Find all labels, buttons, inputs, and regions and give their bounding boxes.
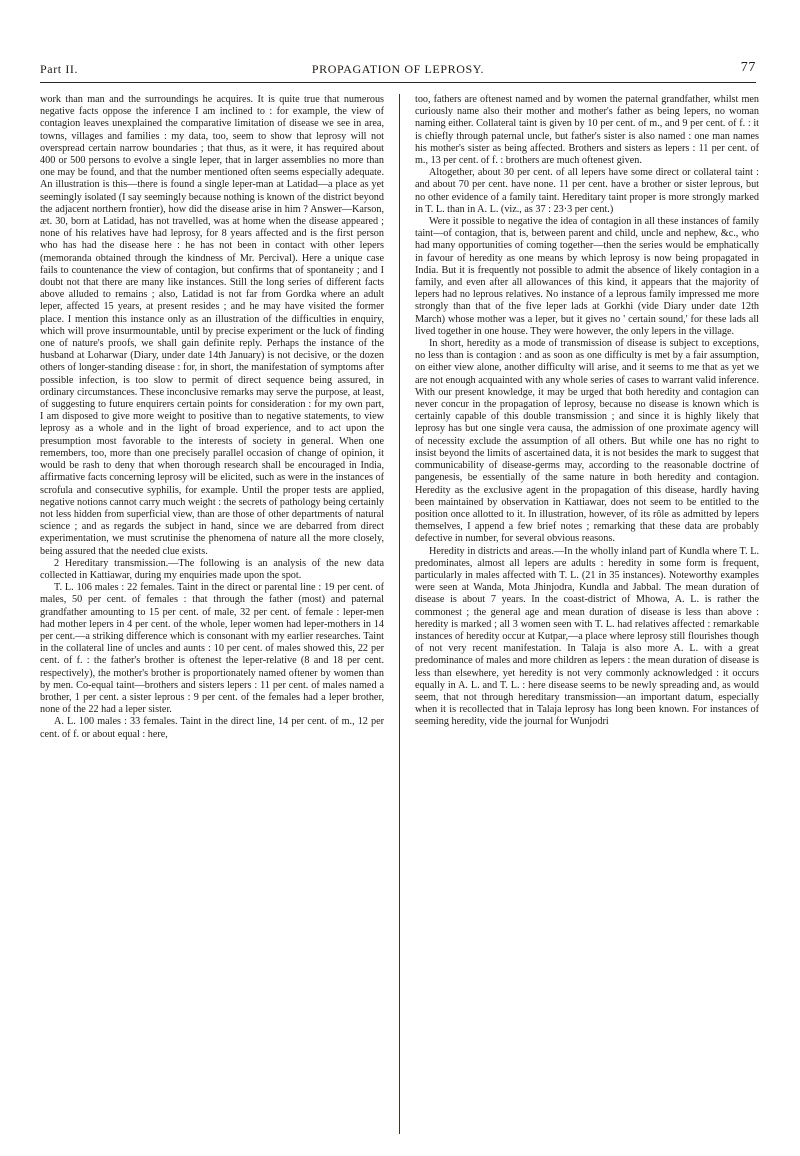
paragraph: work than man and the surroundings he acquires. It is quite true that numerous negative facts oppose the inference I am inclined to : for example, the view of contagion leaves unexplained the comparative limitation of disease we see in area, towns, villages and families : my data, too, seem to show that leprosy will not overspread certain narrow boundaries ; that thus, as it were, it has required about 400 or 500 persons to evolve a single leper, that in larger assemblies no more than one may be found, and that the number mentioned often seems especially adequate. An illustration is this—there is found a single leper-man at Latidad—a place as yet seemingly isolated (I say seemingly because nothing is known of the district beyond the adjacent northern frontier), how did the disease arise in him ? Answer—Karson, æt. 30, born at Latidad, has not travelled, was at home when the disease appeared ; none of his relatives have had leprosy, for 8 years affected and is the first person who has had the disease here : he has not been in contact with other lepers (memoranda obtained through the kindness of Mr. Percival). Here a unique case fails to countenance the view of contagion, but confirms that of spontaneity ; and I doubt not that there are many like instances. Still the long series of different facts above alluded to remains ; also, Latidad is not far from Gordka where an adult leper, affected 15 years, at present resides ; and he may have visited the former place. I mention this instance only as an illustration of the difficulties in enquiry, which will prove insurmountable, until by precise experiment or the luck of finding one of nature's proofs, we shall gain definite reply. Perhaps the instance of the husband at Loharwar (Diary, under date 14th January) is not decisive, or the dozen others of longer-standing disease : for, in short, the manifestation of symptoms after possible infection, is too slow to permit of direct sequence being assured, in ordinary circumstances. These inconclusive remarks may serve the purpose, at least, of suggesting to future enquirers certain points for consideration : for my own part, I am disposed to give more weight to positive than to negative statements, to view leprosy as a whole and in the light of broad experience, and to act upon the presumption most favorable to the interests of society in general. When one remembers, too, more than one precisely parallel occasion of change of opinion, it would be rash to deny that when thorough research shall be encouraged in India, affirmative facts concerning leprosy will be elicited, such as were in the instances of scrofula and consecutive syphilis, for example. Until the proper tests are applied, negative notions cannot carry much weight : the secrets of pathology being certainly not less hidden from superficial view, than are those of other departments of natural science ; and as regards the subject in hand, since we are debarred from direct experimentation, we must scrutinise the phenomena of nature all the more closely, being assured that the needed clue exists. xyxy=(40,94,384,557)
running-header xyxy=(40,62,756,83)
left-column xyxy=(40,94,384,1152)
paragraph: T. L. 106 males : 22 females. Taint in the direct or parental line : 19 per cent. of males, 50 per cent. of females : that through the father (most) and paternal grandfather amounting to 15 per cent. of male, 32 per cent. of female : leper-men had mother lepers in 4 per cent. of the whole, leper women had leper-mothers in 14 per cent.—a striking difference which is consonant with my earlier researches. Taint in the collateral line of uncles and aunts : 10 per cent. of males showed this, 22 per cent. of f. : the father's brother is oftenest the leper-relative (8 and 18 per cent. respectively), the mother's brother is proportionately named oftener by women than by men. Co-equal taint—brothers and sisters lepers : 11 per cent. of males named a brother, 1 per cent. a sister leprous : 9 per cent. of the females had a leper brother, none of the 22 had a leper sister. xyxy=(40,582,384,716)
paragraph: 2 Hereditary transmission.—The following is an analysis of the new data collected in Kattiawar, during my enquiries made upon the spot. xyxy=(40,557,384,581)
part-label: Part II. xyxy=(40,62,79,76)
paragraph: too, fathers are oftenest named and by women the paternal grandfather, whilst men curiously name also their mother and mother's father as being lepers, no woman naming either. Collateral taint is given by 10 per cent. of m., and 9 per cent. of f. : it is chiefly through paternal uncle, but father's sister is also named : one man names his mother's sister as being affected. Brothers and sisters as lepers : 11 per cent. of m., 13 per cent. of f. : brothers are much oftenest given. xyxy=(415,94,759,167)
paragraph: Altogether, about 30 per cent. of all lepers have some direct or collateral taint : and about 70 per cent. have none. 11 per cent. have a brother or sister leprous, but no other evidence of a family taint. Hereditary taint proper is more strongly marked in T. L. than in A. L. (viz., as 37 : 23·3 per cent.) xyxy=(415,167,759,215)
running-title: PROPAGATION OF LEPROSY. xyxy=(311,62,485,76)
paragraph: A. L. 100 males : 33 females. Taint in the direct line, 14 per cent. of m., 12 per cent. of f. or about equal : here, xyxy=(40,716,384,740)
paragraph: Heredity in districts and areas.—In the wholly inland part of Kundla where T. L. predominates, almost all lepers are adults : heredity in some form is frequent, particularly in males affected with T. L. (21 in 35 instances). Noteworthy examples were seen at Wanda, Mota Jhinjodra, Kundla and Jabbal. The mean duration of disease is about 7 years. In the coast-district of Mhowa, A. L. is rather the commonest ; the general age and mean duration of disease is less than above : heredity is marked ; all 3 women seen with T. L. had relatives affected : remarkable instances of heredity occur at Kutpar,—a place where leprosy still flourishes though of not very recent manifestation. In Talaja is also more A. L. with a great predominance of males and more children as lepers : the mean duration of disease is less than elsewhere, yet heredity is not very commonly acknowledged : it occurs equally in A. L. and T. L. : here disease seems to be newly spreading and, as would seem, that not through hereditary transmission—an important datum, especially when it is recollected that in Talaja leprosy has long been known. For instances of seeming heredity, vide the journal for Wunjodri xyxy=(415,545,759,728)
column-divider xyxy=(399,94,400,1134)
paragraph: In short, heredity as a mode of transmission of disease is subject to exceptions, no less than is contagion : and as soon as one difficulty is met by a fair assumption, on either view alone, another difficulty will arise, and it seems to me that as yet we are not enough acquainted with any whole series of cases to warrant valid inference. With our present knowledge, it may be urged that both heredity and contagion can never concur in the propagation of leprosy, because no disease is known which is certainly capable of this double transmission ; and since it is highly likely that leprosy has but one single vera causa, the admission of one proximate agency will of necessity exclude the assumption of all others. But while one has no right to insist beyond the limits of ascertained data, it is not besides the mark to suggest that communicability of disease-germs may, according to the reasonable doctrine of pangenesis, be essentially of the same nature in both heredity and contagion. Heredity as the exclusive agent in the propagation of this disease, hardly having been maintained by observation in Kattiawar, does not seem to be entitled to the position once allotted to it. In illustration, however, of its rôle as admitted by lepers themselves, I append a few brief notes ; remarking that these data are probably defective in number, for several obvious reasons. xyxy=(415,338,759,545)
paragraph: Were it possible to negative the idea of contagion in all these instances of family taint—of contagion, that is, between parent and child, uncle and nephew, &c., who had many opportunities of coming together—then the series would be emphatically in favour of heredity as one means by which leprosy is now being propagated in India. But it is frequently not possible to admit the absence of likely contagion in a family, and even after all allowances of this kind, it appears that the majority of lepers had no leprous relatives. No instance of a leprous family impressed me more strongly than that of the five leper lads at Gorkhi (vide Diary under date 12th March) whose mother was a leper, but it gives no ' certain sound,' for these lads all lived together in one house. They were however, the only lepers in the village. xyxy=(415,216,759,337)
right-column xyxy=(415,94,759,1152)
page-number: 77 xyxy=(740,60,756,75)
